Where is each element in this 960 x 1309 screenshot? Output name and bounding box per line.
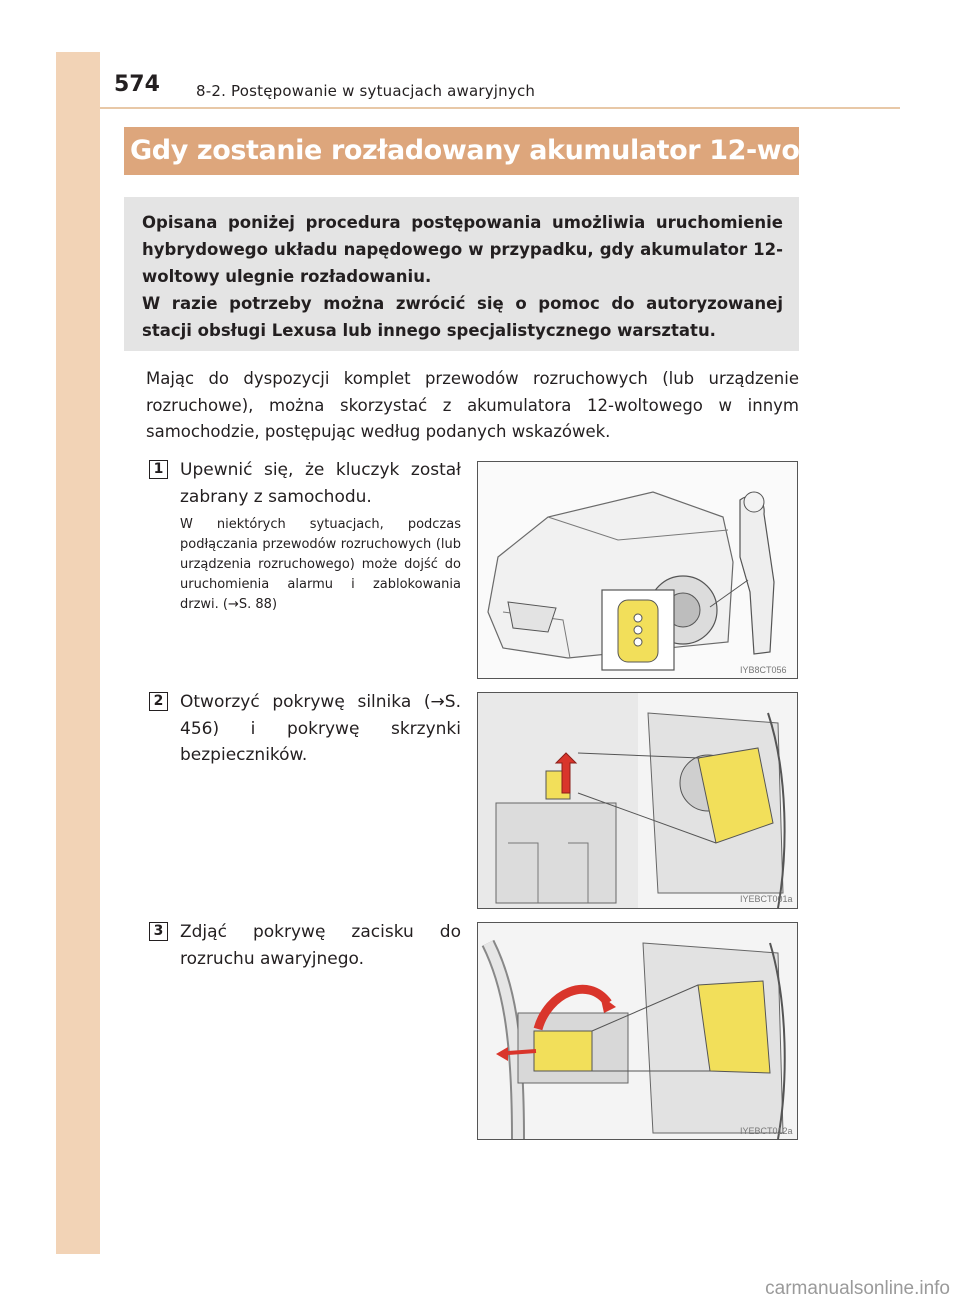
illustration-2-code: IYEBCT001a [740, 894, 793, 904]
illustration-1-code: IYB8CT056 [740, 665, 787, 675]
illustration-car-key [477, 461, 798, 679]
step-1-text: Upewnić się, że kluczyk został zabrany z samochodu. [180, 460, 461, 507]
header-rule [100, 107, 900, 109]
body-paragraph: Mając do dyspozycji komplet przewodów rozruchowych (lub urządzenie rozruchowe), można skorzystać z akumulatora 12-woltowego w innym samochodzie, postępując według podanych wskazówek. [146, 369, 799, 441]
page-side-strip [56, 52, 100, 1254]
section-heading: 8-2. Postępowanie w sytuacjach awaryjnych [196, 82, 536, 100]
intro-paragraph-2: W razie potrzeby można zwrócić się o pomoc do autoryzowanej stacji obsługi Lexusa lub innego specjalistycznego warsztatu. [142, 294, 783, 340]
step-3-text: Zdjąć pokrywę zacisku do rozruchu awaryjnego. [180, 922, 461, 969]
step-2-text: Otworzyć pokrywę silnika (→S. 456) i pokrywę skrzynki bezpieczników. [180, 692, 461, 765]
illustration-3-code: IYEBCT012a [740, 1126, 793, 1136]
intro-box [124, 197, 799, 351]
step-1-number: 1 [149, 460, 168, 479]
page-title: Gdy zostanie rozładowany akumulator 12-woltowy [124, 127, 799, 175]
step-2-number: 2 [149, 692, 168, 711]
illustration-jump-terminal [477, 922, 798, 1140]
page-number: 574 [114, 72, 160, 97]
step-1-note: W niektórych sytuacjach, podczas podłączania przewodów rozruchowych (lub urządzenia rozruchowego) może dojść do uruchomienia alarmu i zablokowania drzwi. (→S. 88) [180, 517, 461, 612]
intro-paragraph-1: Opisana poniżej procedura postępowania umożliwia uruchomienie hybrydowego układu napędowego w przypadku, gdy akumulator 12-woltowy ulegnie rozładowaniu. [142, 213, 783, 286]
step-3-number: 3 [149, 922, 168, 941]
illustration-engine-fuse-box [477, 692, 798, 909]
footer-watermark: carmanualsonline.info [765, 1278, 950, 1299]
